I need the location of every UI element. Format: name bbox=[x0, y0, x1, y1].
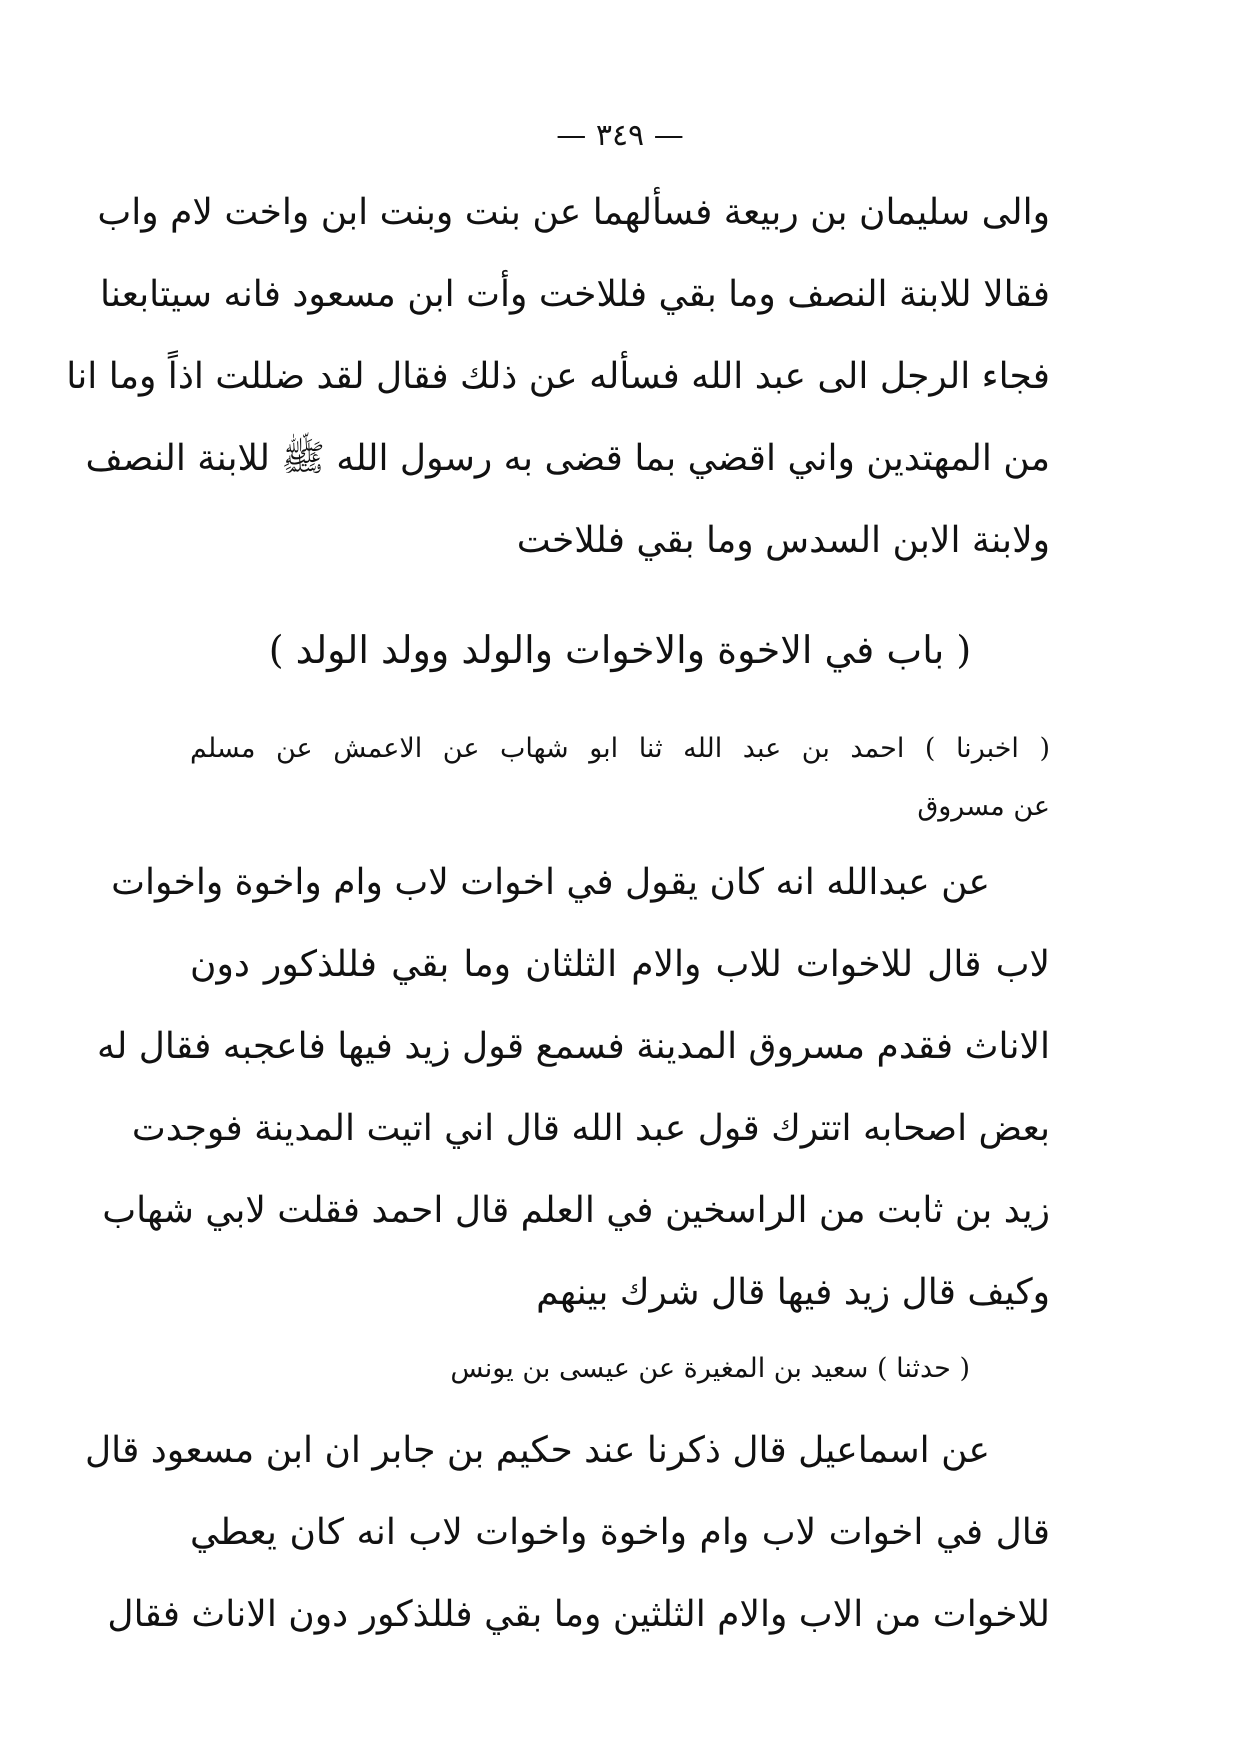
text-line: الاناث فقدم مسروق المدينة فسمع قول زيد فيها فاعجبه فقال له bbox=[97, 1026, 1050, 1067]
text-line: عن عبدالله انه كان يقول في اخوات لاب وام واخوة واخوات bbox=[111, 862, 990, 903]
isnad-line: عن مسروق bbox=[917, 791, 1050, 822]
isnad-2 bbox=[190, 1340, 1050, 1398]
text-line: لاب قال للاخوات للاب والام الثلثان وما بقي فللذكور دون bbox=[190, 944, 1050, 985]
text-line: عن اسماعيل قال ذكرنا عند حكيم بن جابر ان ابن مسعود قال bbox=[85, 1430, 990, 1471]
text-line: قال في اخوات لاب وام واخوة واخوات لاب انه كان يعطي bbox=[190, 1512, 1050, 1553]
text-line: وكيف قال زيد فيها قال شرك بينهم bbox=[536, 1272, 1050, 1313]
text-line: من المهتدين واني اقضي بما قضى به رسول الله ﷺ للابنة النصف bbox=[85, 438, 1050, 479]
paragraph-1 bbox=[66, 172, 1050, 582]
paragraph-3 bbox=[85, 1410, 1050, 1656]
text-line: للاخوات من الاب والام الثلثين وما بقي فللذكور دون الاناث فقال bbox=[107, 1594, 1050, 1635]
text-line: فقالا للابنة النصف وما بقي فللاخت وأت ابن مسعود فانه سيتابعنا bbox=[99, 274, 1050, 315]
text-line: زيد بن ثابت من الراسخين في العلم قال احمد فقلت لابي شهاب bbox=[102, 1190, 1050, 1231]
isnad-1 bbox=[190, 720, 1050, 836]
isnad-line: ( حدثنا ) سعيد بن المغيرة عن عيسى بن يونس bbox=[450, 1353, 970, 1384]
text-line: ولابنة الابن السدس وما بقي فللاخت bbox=[516, 520, 1050, 561]
text-line: بعض اصحابه اتترك قول عبد الله قال اني اتيت المدينة فوجدت bbox=[131, 1108, 1050, 1149]
text-line: والى سليمان بن ربيعة فسألهما عن بنت وبنت ابن واخت لام واب bbox=[97, 192, 1050, 233]
chapter-heading: ( باب في الاخوة والاخوات والولد وولد الولد ) bbox=[268, 628, 972, 672]
page-number: — ٣٤٩ — bbox=[556, 118, 684, 153]
isnad-line: ( اخبرنا ) احمد بن عبد الله ثنا ابو شهاب عن الاعمش عن مسلم bbox=[190, 733, 1050, 764]
text-line: فجاء الرجل الى عبد الله فسأله عن ذلك فقال لقد ضللت اذاً وما انا bbox=[66, 356, 1050, 397]
paragraph-2 bbox=[97, 842, 1050, 1334]
